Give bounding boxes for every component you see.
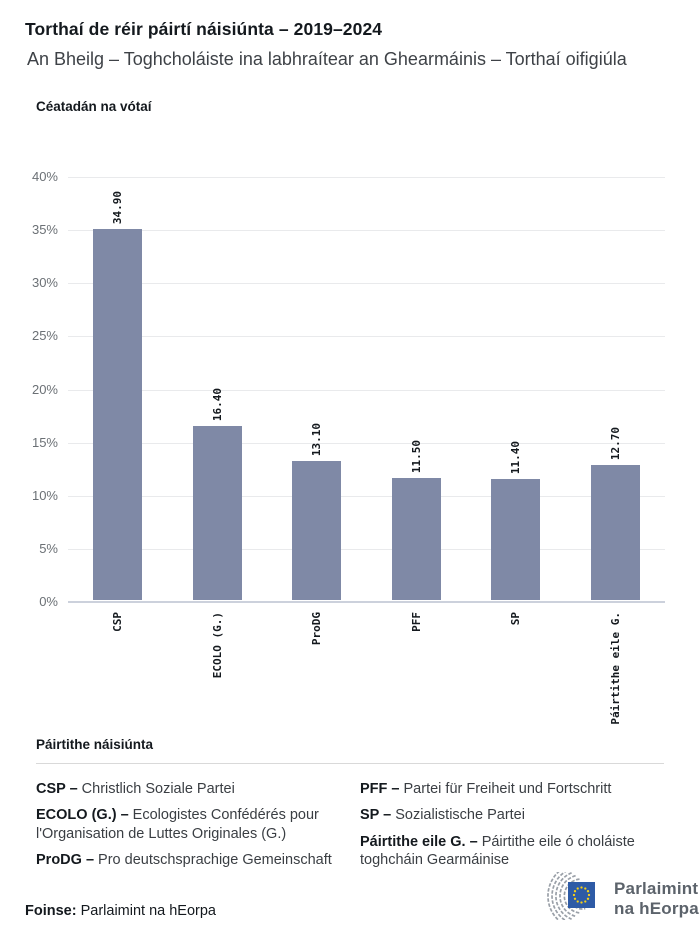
x-tick-label-wrap: [367, 612, 467, 632]
legend-item-abbr: SP –: [360, 807, 392, 824]
legend-item: [36, 780, 334, 798]
legend-item-abbr: PFF –: [360, 781, 400, 797]
legend-heading: Páirtithe náisiúnta: [36, 737, 154, 752]
legend-column-right: [360, 780, 668, 877]
y-tick-label-35%: 35%: [31, 222, 58, 238]
bar-value-label: 11.40: [509, 440, 523, 474]
gridline-30%: [68, 283, 665, 284]
legend-item-abbr: CSP –: [36, 781, 78, 797]
bar-value-label-wrap: [367, 440, 467, 473]
legend-item: [360, 833, 668, 870]
legend-item: [360, 780, 668, 798]
x-tick-label-wrap: [466, 612, 566, 625]
bar-value-label-wrap: [267, 423, 367, 456]
bar-ECOLO (G.): [193, 426, 242, 600]
gridline-10%: [68, 496, 665, 497]
gridline-35%: [68, 230, 665, 231]
bar-value-label: 34.90: [111, 191, 125, 225]
source-line: [25, 903, 216, 919]
x-tick-label-SP: SP: [509, 612, 523, 626]
legend-item-name: Pro deutschsprachige Gemeinschaft: [94, 851, 332, 868]
legend-divider: [36, 763, 664, 764]
y-tick-label-15%: 15%: [31, 434, 58, 450]
bar-value-label-wrap: [168, 388, 268, 421]
legend-item: [36, 851, 334, 869]
gridline-25%: [68, 336, 665, 337]
plot-area: [68, 177, 665, 725]
bar-value-label: 12.70: [608, 426, 622, 461]
x-tick-label-PFF: PFF: [409, 612, 423, 632]
legend-item-abbr: Páirtithe eile G. –: [360, 833, 478, 850]
ep-logo-line2: na hEorpa: [614, 898, 699, 918]
legend-item-name: Páirtithe eile ó choláiste toghcháin Gearmáinise: [360, 833, 635, 868]
gridline-40%: [68, 177, 665, 178]
chart-axis-title: Céatadán na vótaí: [36, 99, 152, 114]
x-tick-label-ECOLO (G.): ECOLO (G.): [210, 612, 224, 679]
bar-value-label: 11.50: [409, 439, 423, 473]
legend-item-name: Partei für Freiheit und Fortschritt: [399, 781, 612, 797]
european-parliament-logo-icon: [531, 872, 609, 920]
source-value: Parlaimint na hEorpa: [76, 903, 216, 919]
x-tick-label-wrap: [267, 612, 367, 645]
bar-ProDG: [292, 461, 341, 600]
bar-Páirtithe eile G.: [591, 465, 640, 600]
bar-CSP: [93, 229, 142, 600]
x-tick-label-Páirtithe eile G.: Páirtithe eile G.: [608, 612, 622, 725]
y-tick-label-0%: 0%: [39, 594, 58, 609]
bar-value-label: 13.10: [310, 422, 324, 456]
x-tick-label-wrap: [566, 612, 666, 725]
legend-item-abbr: ProDG –: [36, 851, 95, 868]
gridline-0%: [68, 601, 665, 603]
bar-value-label-wrap: [566, 427, 666, 460]
ep-logo-wordmark: [614, 879, 699, 918]
y-tick-label-10%: 10%: [31, 487, 58, 503]
gridline-20%: [68, 390, 665, 391]
bar-value-label-wrap: [68, 191, 168, 224]
gridline-5%: [68, 549, 665, 550]
page-title: Torthaí de réir páirtí náisiúnta – 2019–2024: [25, 19, 383, 39]
bar-PFF: [392, 478, 441, 600]
legend-column-left: [36, 780, 334, 877]
bar-value-label-wrap: [466, 441, 566, 474]
legend-item-name: Sozialistische Partei: [391, 807, 525, 824]
page-subtitle: An Bheilg – Toghcholáiste ina labhraítear an Ghearmáinis – Torthaí oifigiúla: [27, 49, 627, 69]
y-tick-label-40%: 40%: [31, 169, 58, 184]
x-tick-label-ProDG: ProDG: [310, 612, 324, 646]
source-label: Foinse:: [25, 903, 77, 919]
bar-value-label: 16.40: [210, 387, 224, 421]
x-tick-label-CSP: CSP: [111, 612, 125, 632]
y-tick-label-20%: 20%: [31, 381, 58, 397]
legend-item-abbr: ECOLO (G.) –: [36, 807, 129, 824]
legend-item: [36, 806, 334, 843]
legend-item-name: Ecologistes Confédérés pour l'Organisation de Luttes Originales (G.): [36, 807, 319, 842]
x-tick-label-wrap: [168, 612, 268, 678]
y-tick-label-25%: 25%: [31, 328, 58, 344]
y-tick-label-30%: 30%: [31, 275, 58, 291]
ep-logo-line1: Parlaimint: [614, 879, 699, 898]
y-tick-label-5%: 5%: [39, 540, 58, 556]
x-tick-label-wrap: [68, 612, 168, 632]
legend-item-name: Christlich Soziale Partei: [77, 781, 235, 797]
bar-SP: [491, 479, 540, 600]
legend-item: [360, 806, 668, 824]
